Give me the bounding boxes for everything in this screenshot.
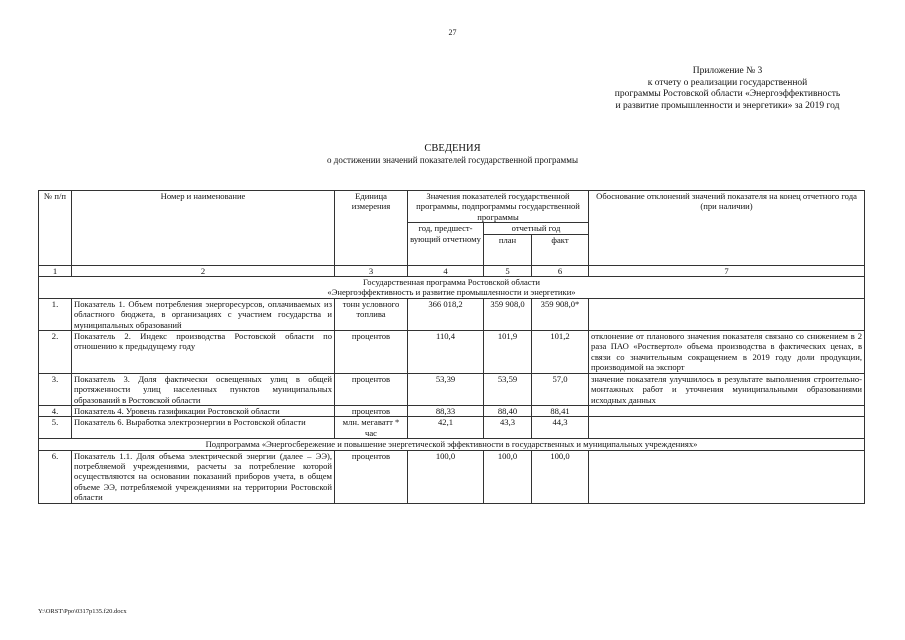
appendix-line-2: к отчету о реализации государственной (647, 77, 808, 88)
row-plan-value: 100,0 (484, 450, 532, 503)
row-fact-value: 44,3 (532, 417, 589, 439)
table-row (39, 417, 865, 439)
row-justification (589, 417, 865, 439)
row-name: Показатель 2. Индекс производства Ростовской области по отношению к предыдущему году (72, 331, 335, 374)
table-row (39, 298, 865, 330)
section-heading-subprogram: Подпрограмма «Энергосбережение и повышение энергетической эффективности в государственных и муниципальных учреждениях» (39, 439, 865, 450)
row-fact-value: 88,41 (532, 405, 589, 416)
header-num: № п/п (39, 191, 72, 266)
document-subtitle: о достижении значений показателей государственной программы (327, 155, 578, 165)
indicators-table (38, 190, 865, 504)
row-plan-value: 101,9 (484, 331, 532, 374)
column-number: 6 (532, 265, 589, 276)
row-name: Показатель 1. Объем потребления энергоресурсов, оплачиваемых из областного бюджета, в организациях с участием государства и муниципальных образований (72, 298, 335, 330)
row-prev-value: 42,1 (408, 417, 484, 439)
column-number: 3 (335, 265, 408, 276)
row-name: Показатель 4. Уровень газификации Ростовской области (72, 405, 335, 416)
row-fact-value: 100,0 (532, 450, 589, 503)
header-values: Значения показателей государственной программы, подпрограммы государственной программы (408, 191, 589, 223)
column-number-row (39, 265, 865, 276)
row-prev-value: 366 018,2 (408, 298, 484, 330)
row-prev-value: 110,4 (408, 331, 484, 374)
row-fact-value: 359 908,0* (532, 298, 589, 330)
row-plan-value: 43,3 (484, 417, 532, 439)
section-row (39, 277, 865, 299)
appendix-line-4: и развитие промышленности и энергетики» за 2019 год (615, 100, 840, 111)
row-prev-value: 88,33 (408, 405, 484, 416)
header-name: Номер и наименование (72, 191, 335, 266)
row-unit: процентов (335, 331, 408, 374)
row-justification (589, 405, 865, 416)
row-unit: процентов (335, 405, 408, 416)
header-justification: Обоснование отклонений значений показателя на конец отчетного года (при наличии) (589, 191, 865, 266)
row-prev-value: 53,39 (408, 373, 484, 405)
row-plan-value: 88,40 (484, 405, 532, 416)
table-row (39, 373, 865, 405)
row-name: Показатель 6. Выработка электроэнергии в Ростовской области (72, 417, 335, 439)
appendix-line-1: Приложение № 3 (692, 66, 763, 76)
row-num: 4. (39, 405, 72, 416)
row-num: 3. (39, 373, 72, 405)
row-justification (589, 450, 865, 503)
row-plan-value: 53,59 (484, 373, 532, 405)
row-unit: процентов (335, 373, 408, 405)
row-unit: тонн условного топлива (335, 298, 408, 330)
row-justification (589, 298, 865, 330)
page-number: 27 (448, 28, 457, 37)
column-number: 2 (72, 265, 335, 276)
row-name: Показатель 3. Доля фактически освещенных улиц в общей протяженности улиц населенных пунктов муниципальных образований в Ростовской области (72, 373, 335, 405)
file-path-footer: Y:\ORST\Ppo\0317p135.f20.docx (38, 608, 127, 615)
appendix-line-3: программы Ростовской области «Энергоэффективность (614, 89, 841, 99)
document-title: СВЕДЕНИЯ (424, 143, 481, 154)
header-report-year: отчетный год (484, 223, 589, 234)
row-fact-value: 57,0 (532, 373, 589, 405)
row-unit: млн. мегаватт * час (335, 417, 408, 439)
header-fact: факт (532, 234, 589, 265)
header-unit: Единица измерения (335, 191, 408, 266)
table-row (39, 450, 865, 503)
column-number: 4 (408, 265, 484, 276)
row-prev-value: 100,0 (408, 450, 484, 503)
header-plan: план (484, 234, 532, 265)
section-heading-line-1: Государственная программа Ростовской области (363, 277, 540, 288)
row-fact-value: 101,2 (532, 331, 589, 374)
row-name: Показатель 1.1. Доля объема электрической энергии (далее – ЭЭ), потребляемой учреждениями, расчеты за потребление которой осуществляются на основании показаний приборов учета, в общем объеме ЭЭ, потребляемой учреждениями на территории Ростовской области (72, 450, 335, 503)
section-heading-program (39, 277, 865, 299)
row-num: 6. (39, 450, 72, 503)
column-number: 5 (484, 265, 532, 276)
column-number: 7 (589, 265, 865, 276)
row-justification: значение показателя улучшилось в результате выполнения строительно-монтажных работ и уточнения муниципальными образованиями исходных данных (589, 373, 865, 405)
row-num: 1. (39, 298, 72, 330)
row-num: 5. (39, 417, 72, 439)
table-row (39, 331, 865, 374)
header-prev-year: год, предшест-вующий отчетному (408, 223, 484, 265)
row-justification: отклонение от планового значения показателя связано со снижением в 2 раза ПАО «Роствертол» объема производства в фактических ценах, в связи со значительным сокращением в 2019 году доли продукции, производимой на экспорт (589, 331, 865, 374)
section-row (39, 439, 865, 450)
row-num: 2. (39, 331, 72, 374)
column-number: 1 (39, 265, 72, 276)
section-heading-line-2: «Энергоэффективность и развитие промышленности и энергетики» (327, 287, 576, 298)
row-unit: процентов (335, 450, 408, 503)
table-row (39, 405, 865, 416)
row-plan-value: 359 908,0 (484, 298, 532, 330)
appendix-block (590, 66, 865, 112)
